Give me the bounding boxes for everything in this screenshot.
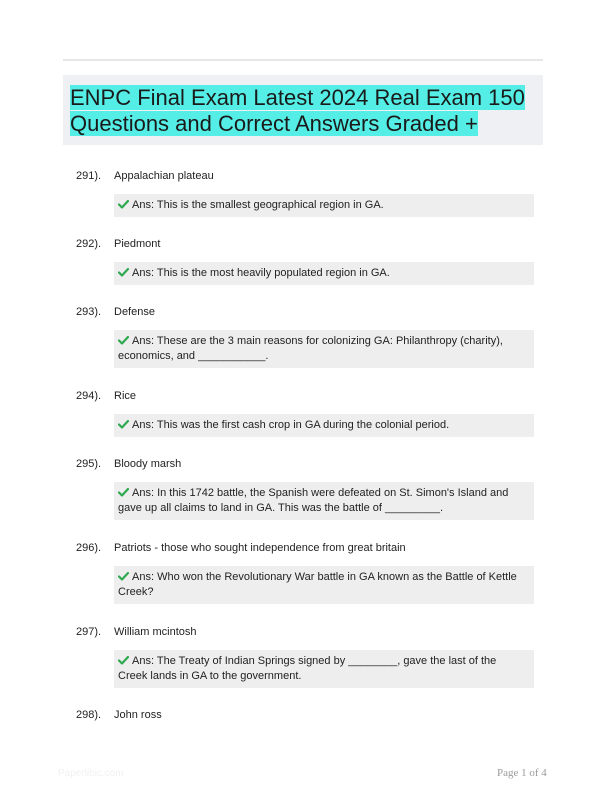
check-icon <box>118 200 129 209</box>
question-number: 297). <box>76 626 102 638</box>
check-icon <box>118 488 129 497</box>
question-number: 293). <box>76 306 102 318</box>
question-number: 294). <box>76 390 102 402</box>
answer-prefix: Ans: <box>132 335 155 347</box>
title-line-1: ENPC Final Exam Latest 2024 Real Exam 150 <box>70 85 525 110</box>
question-term: Patriots - those who sought independence from great britain <box>114 542 406 554</box>
answer-prefix: Ans: <box>132 571 155 583</box>
answer-prefix: Ans: <box>132 487 155 499</box>
answer-text: This is the smallest geographical region in GA. <box>156 199 384 211</box>
question-term: John ross <box>114 709 162 721</box>
top-divider <box>63 59 543 61</box>
answer-prefix: Ans: <box>132 199 155 211</box>
question-number: 295). <box>76 458 102 470</box>
answer-text: The Treaty of Indian Springs signed by ________, gave the last of the Creek lands in GA to the government. <box>118 655 497 682</box>
question-term: William mcintosh <box>114 626 197 638</box>
answer-text: This was the first cash crop in GA during the colonial period. <box>156 419 450 431</box>
question-term: Rice <box>114 390 137 402</box>
check-icon <box>118 420 129 429</box>
answer-box <box>114 566 534 604</box>
answer-text: These are the 3 main reasons for colonizing GA: Philanthropy (charity), economics, and ___________. <box>118 335 503 362</box>
question-number: 296). <box>76 542 102 554</box>
question-number: 292). <box>76 238 102 250</box>
answer-prefix: Ans: <box>132 267 155 279</box>
answer-text: This is the most heavily populated region in GA. <box>156 267 390 279</box>
question-number: 298). <box>76 709 102 721</box>
question-number: 291). <box>76 170 102 182</box>
answer-prefix: Ans: <box>132 655 155 667</box>
page-title <box>70 85 540 137</box>
page-number: Page 1 of 4 <box>497 767 547 779</box>
title-line-2: Questions and Correct Answers Graded + <box>70 111 478 136</box>
footer-watermark: Paperlibic.com <box>58 768 124 779</box>
check-icon <box>118 268 129 277</box>
question-term: Appalachian plateau <box>114 170 214 182</box>
answer-text: Who won the Revolutionary War battle in GA known as the Battle of Kettle Creek? <box>118 571 517 598</box>
answer-box <box>114 414 534 437</box>
question-term: Piedmont <box>114 238 161 250</box>
question-term: Bloody marsh <box>114 458 182 470</box>
check-icon <box>118 336 129 345</box>
check-icon <box>118 656 129 665</box>
question-term: Defense <box>114 306 155 318</box>
answer-prefix: Ans: <box>132 419 155 431</box>
answer-box <box>114 194 534 217</box>
answer-box <box>114 262 534 285</box>
answer-box <box>114 482 534 520</box>
answer-text: In this 1742 battle, the Spanish were defeated on St. Simon's Island and gave up all claims to land in GA. This was the battle of _________. <box>118 487 509 514</box>
answer-box <box>114 330 534 368</box>
answer-box <box>114 650 534 688</box>
check-icon <box>118 572 129 581</box>
